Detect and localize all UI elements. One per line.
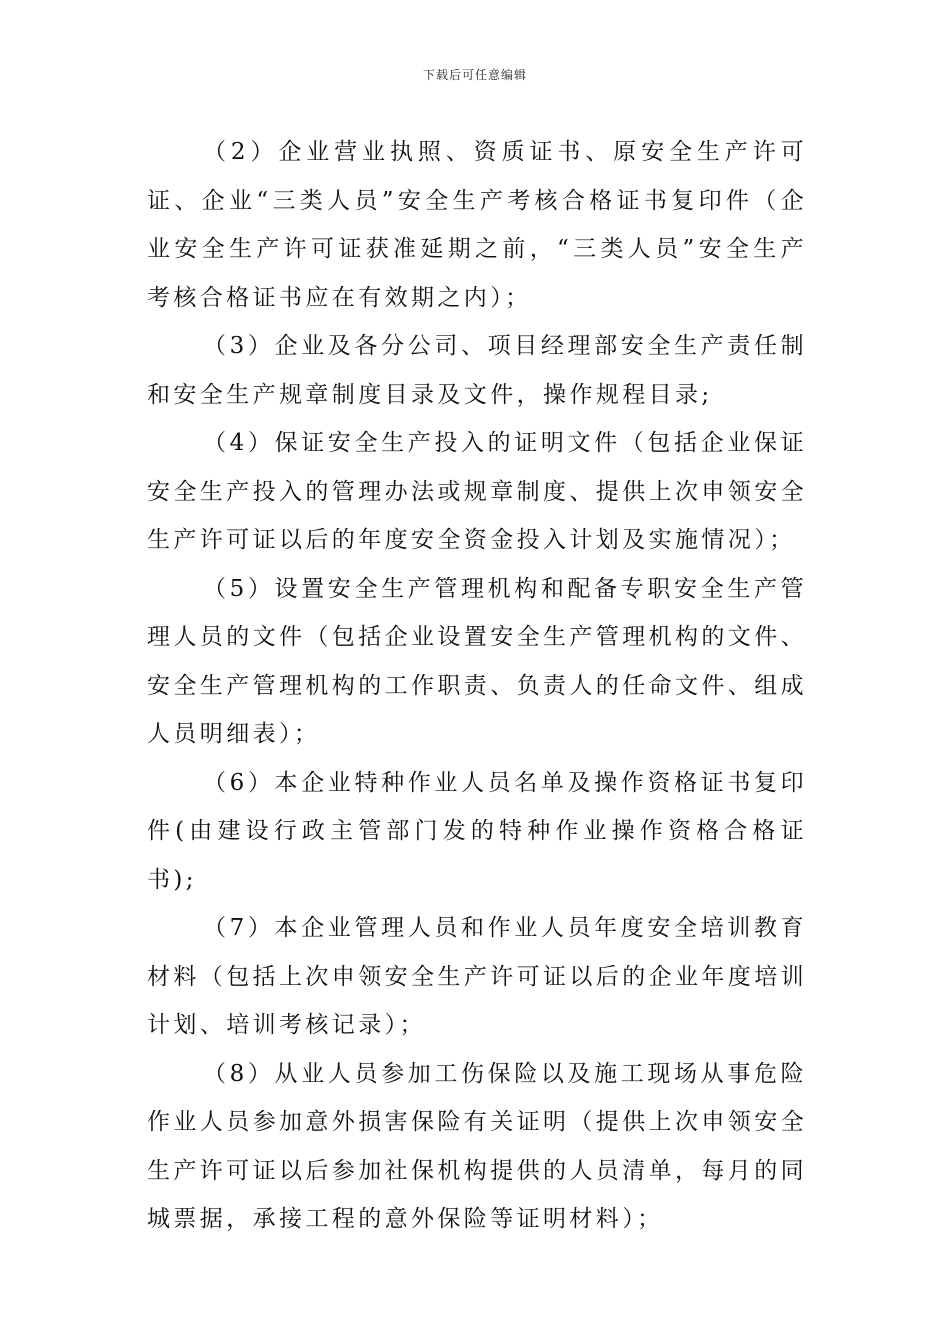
header-note: 下载后可任意编辑 [422, 68, 527, 82]
document-body [147, 128, 807, 1244]
paragraph-item-8: （8）从业人员参加工伤保险以及施工现场从事危险作业人员参加意外损害保险有关证明（提供上次申领安全生产许可证以后参加社保机构提供的人员清单，每月的同城票据，承接工程的意外保险等证明材料）； [147, 1060, 807, 1232]
paragraph-item-4: （4）保证安全生产投入的证明文件（包括企业保证安全生产投入的管理办法或规章制度、提供上次申领安全生产许可证以后的年度安全资金投入计划及实施情况）； [147, 430, 807, 553]
paragraph-item-6: （6）本企业特种作业人员名单及操作资格证书复印件(由建设行政主管部门发的特种作业操作资格合格证书); [147, 769, 807, 893]
paragraph-item-5: （5）设置安全生产管理机构和配备专职安全生产管理人员的文件（包括企业设置安全生产管理机构的文件、安全生产管理机构的工作职责、负责人的任命文件、组成人员明细表）； [147, 575, 807, 747]
paragraph-item-3: （3）企业及各分公司、项目经理部安全生产责任制和安全生产规章制度目录及文件，操作规程目录; [147, 333, 807, 408]
paragraph-item-7: （7）本企业管理人员和作业人员年度安全培训教育材料（包括上次申领安全生产许可证以后的企业年度培训计划、培训考核记录）； [147, 915, 807, 1038]
paragraph-item-2: （2）企业营业执照、资质证书、原安全生产许可证、企业“三类人员”安全生产考核合格证书复印件（企业安全生产许可证获准延期之前，“三类人员”安全生产考核合格证书应在有效期之内）； [147, 139, 807, 311]
